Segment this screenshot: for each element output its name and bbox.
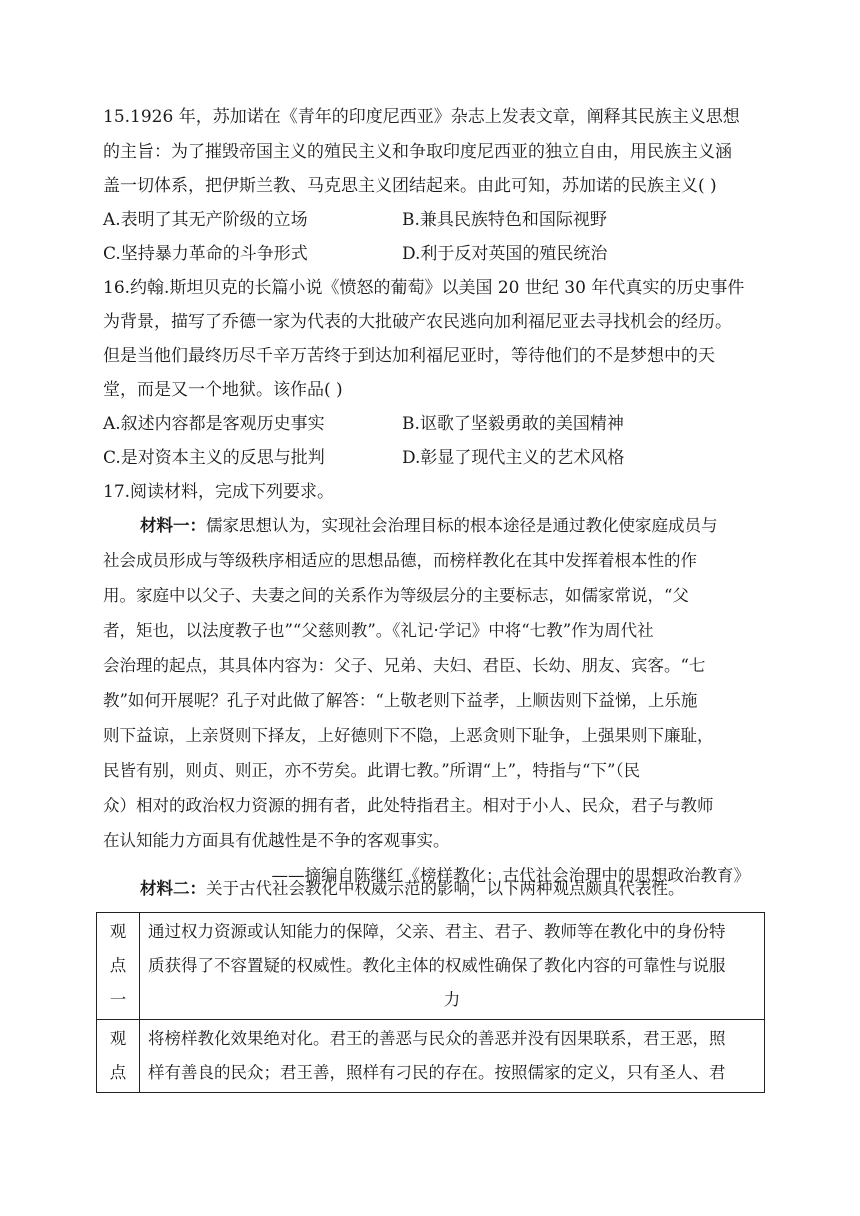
material1-line-3: 用。家庭中以父子、夫妻之间的关系作为等级层分的主要标志，如儒家常说，“父 — [103, 586, 689, 605]
material1-line-10: 在认知能力方面具有优越性是不争的客观事实。 — [103, 831, 450, 850]
material1-source: ——摘编自陈继红《榜样教化：古代社会治理中的思想政治教育》 — [271, 866, 750, 885]
material2-text: 关于古代社会教化中权威示范的影响，以下两种观点颇具代表性。 — [206, 879, 685, 898]
viewpoint-1-text: 通过权力资源或认知能力的保障，父亲、君主、君子、教师等在教化中的身份特 质获得了不容置疑的权威性。教化主体的权威性确保了教化内容的可靠性与说服 力 — [140, 913, 765, 1020]
material2-label: 材料二： — [140, 879, 206, 898]
q16-option-c[interactable]: C.是对资本主义的反思与批判 — [103, 448, 325, 468]
q16-option-b[interactable]: B.讴歌了坚毅勇敢的美国精神 — [402, 414, 624, 434]
material1-first-line — [140, 515, 718, 537]
q16-option-a[interactable]: A.叙述内容都是客观历史事实 — [103, 414, 325, 434]
material1-line-4: 者，矩也，以法度教子也”“父慈则教”。《礼记·学记》中将“七教”作为周代社 — [103, 621, 654, 640]
material1-line-2: 社会成员形成与等级秩序相适应的思想品德，而榜样教化在其中发挥着根本性的作 — [103, 551, 697, 570]
q16-option-d[interactable]: D.彰显了现代主义的艺术风格 — [402, 448, 625, 468]
q16-stem-line-3: 但是当他们最终历尽千辛万苦终于到达加利福尼亚时，等待他们的不是梦想中的天 — [103, 346, 715, 366]
q15-stem-line-3: 盖一切体系，把伊斯兰教、马克思主义团结起来。由此可知，苏加诺的民族主义( ) — [103, 176, 717, 196]
material1-line-6: 教”如何开展呢？孔子对此做了解答：“上敬老则下益孝，上顺齿则下益悌，上乐施 — [103, 691, 698, 710]
material1-line-9: 众）相对的政治权力资源的拥有者，此处特指君主。相对于小人、民众，君子与教师 — [103, 796, 714, 815]
viewpoints-table — [96, 912, 765, 1093]
viewpoint-2-text: 将榜样教化效果绝对化。君王的善恶与民众的善恶并没有因果联系，君王恶，照 样有善良的民众；君王善，照样有刁民的存在。按照儒家的定义，只有圣人、君 — [140, 1020, 765, 1093]
q16-stem-line-1: 16.约翰.斯坦贝克的长篇小说《愤怒的葡萄》以美国 20 世纪 30 年代真实的历史事件 — [103, 278, 745, 298]
table-row — [97, 1020, 765, 1093]
material1-line-7: 则下益谅，上亲贤则下择友，上好德则下不隐，上恶贪则下耻争，上强果则下廉耻， — [103, 726, 714, 745]
q15-stem-line-2: 的主旨：为了摧毁帝国主义的殖民主义和争取印度尼西亚的独立自由，用民族主义涵 — [103, 142, 732, 162]
material1-line-8: 民皆有别，则贞、则正，亦不劳矣。此谓七教。”所谓“上”，特指与“下”（民 — [103, 761, 641, 780]
table-row — [97, 913, 765, 1020]
material1-label: 材料一： — [140, 516, 206, 535]
q15-option-b[interactable]: B.兼具民族特色和国际视野 — [402, 210, 607, 230]
q17-stem: 17.阅读材料，完成下列要求。 — [103, 482, 335, 502]
q15-stem-line-1: 15.1926 年，苏加诺在《青年的印度尼西亚》杂志上发表文章，阐释其民族主义思想 — [103, 107, 740, 127]
material1-line-1: 儒家思想认为，实现社会治理目标的根本途径是通过教化使家庭成员与 — [206, 516, 718, 535]
q15-option-a[interactable]: A.表明了其无产阶级的立场 — [103, 210, 308, 230]
material1-line-5: 会治理的起点，其具体内容为：父子、兄弟、夫妇、君臣、长幼、朋友、宾客。“七 — [103, 656, 706, 675]
viewpoint-2-label: 观 点 — [97, 1020, 140, 1093]
material2-line — [140, 878, 685, 900]
q16-stem-line-2: 为背景，描写了乔德一家为代表的大批破产农民逃向加利福尼亚去寻找机会的经历。 — [103, 312, 732, 332]
q15-option-c[interactable]: C.坚持暴力革命的斗争形式 — [103, 244, 308, 264]
q16-stem-line-4: 堂，而是又一个地狱。该作品( ) — [103, 380, 343, 400]
viewpoint-1-label: 观 点 一 — [97, 913, 140, 1020]
q15-option-d[interactable]: D.利于反对英国的殖民统治 — [402, 244, 608, 264]
